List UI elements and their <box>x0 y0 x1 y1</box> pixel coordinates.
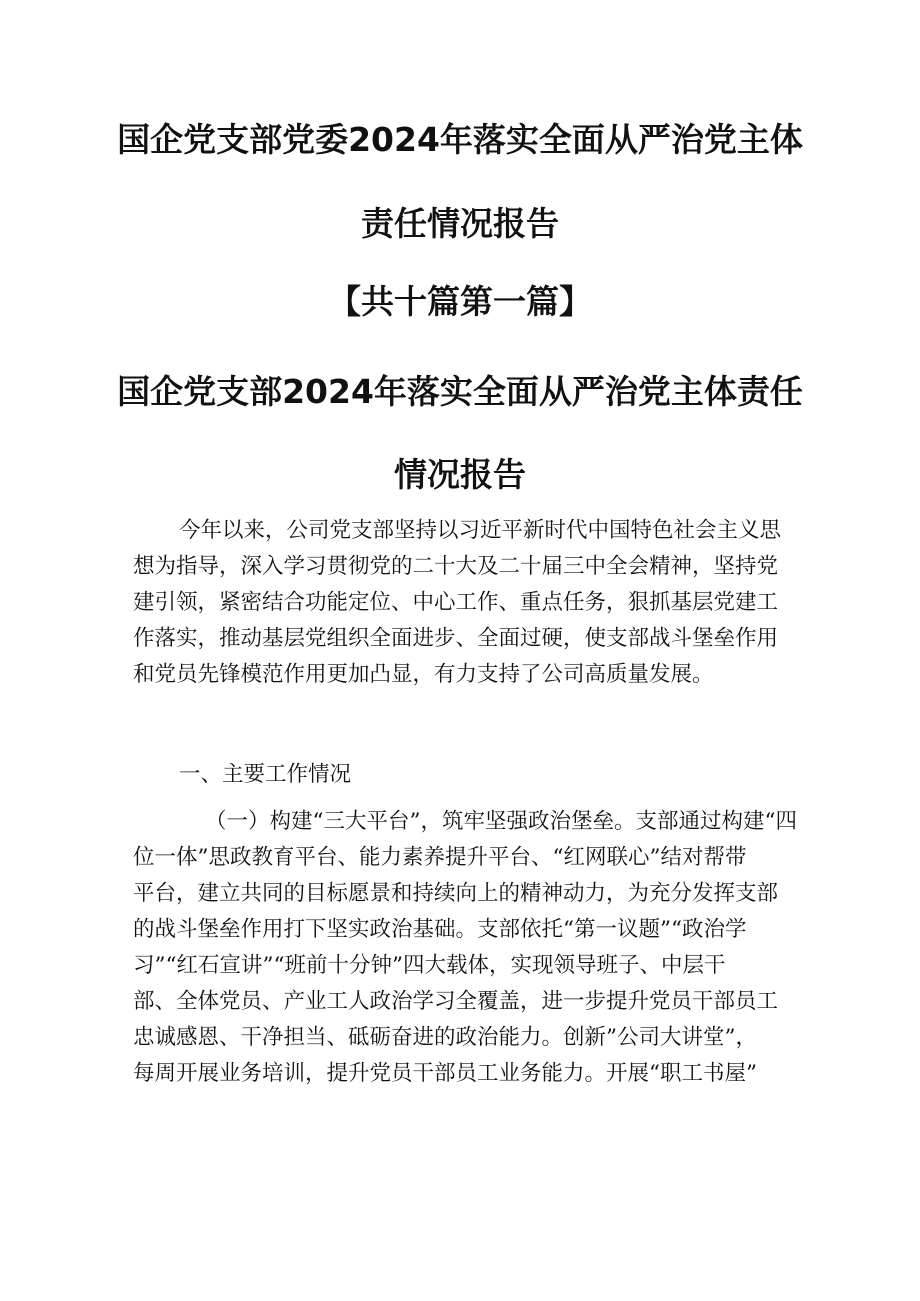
section-paragraph <box>133 804 798 1092</box>
intro-paragraph <box>133 513 798 693</box>
paragraph-line: （一）构建“三大平台”，筑牢坚强政治堡垒。支部通过构建“四 <box>205 809 797 834</box>
paragraph-line: 习”“红石宣讲”“班前十分钟”四大载体，实现领导班子、中层干 <box>133 953 726 978</box>
document-title-line-2: 责任情况报告 <box>361 204 559 243</box>
paragraph-line: 建引领，紧密结合功能定位、中心工作、重点任务，狠抓基层党建工 <box>133 590 779 615</box>
paragraph-line: 的战斗堡垒作用打下坚实政治基础。支部依托“第一议题”“政治学 <box>133 917 747 942</box>
paragraph-line: 和党员先锋模范作用更加凸显，有力支持了公司高质量发展。 <box>133 662 714 687</box>
paragraph-line: 每周开展业务培训，提升党员干部员工业务能力。开展“职工书屋” <box>133 1061 757 1086</box>
document-title-line-1: 国企党支部党委2024年落实全面从严治党主体 <box>117 120 803 159</box>
series-label: 【共十篇第一篇】 <box>328 282 592 321</box>
paragraph-line: 部、全体党员、产业工人政治学习全覆盖，进一步提升党员干部员工 <box>133 989 779 1014</box>
document-subtitle-line-1: 国企党支部2024年落实全面从严治党主体责任 <box>117 372 803 411</box>
paragraph-line: 作落实，推动基层党组织全面进步、全面过硬，使支部战斗堡垒作用 <box>133 626 779 651</box>
paragraph-line: 忠诚感恩、干净担当、砥砺奋进的政治能力。创新”公司大讲堂”， <box>133 1025 757 1050</box>
paragraph-line: 位一体”思政教育平台、能力素养提升平台、“红网联心”结对帮带 <box>133 845 747 870</box>
section-heading <box>133 757 798 793</box>
paragraph-line: 想为指导，深入学习贯彻党的二十大及二十届三中全会精神，坚持党 <box>133 554 779 579</box>
paragraph-line: 平台，建立共同的目标愿景和持续向上的精神动力，为充分发挥支部 <box>133 881 779 906</box>
section-heading-text: 一、主要工作情况 <box>179 762 352 787</box>
document-subtitle-line-2: 情况报告 <box>394 455 526 494</box>
paragraph-line: 今年以来，公司党支部坚持以习近平新时代中国特色社会主义思 <box>179 518 782 543</box>
